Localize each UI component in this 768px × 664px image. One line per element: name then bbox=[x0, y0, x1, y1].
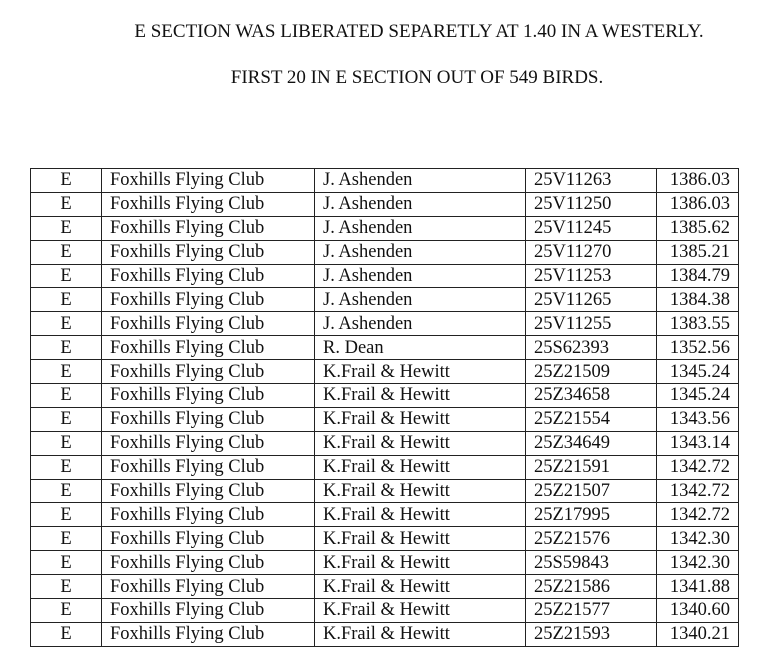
member-cell: K.Frail & Hewitt bbox=[315, 527, 526, 551]
ring-number-cell: 25Z21593 bbox=[526, 622, 657, 646]
table-row bbox=[31, 455, 739, 479]
velocity-cell: 1340.21 bbox=[657, 622, 739, 646]
member-cell: J. Ashenden bbox=[315, 312, 526, 336]
ring-number-cell: 25Z17995 bbox=[526, 503, 657, 527]
ring-number-cell: 25S62393 bbox=[526, 336, 657, 360]
table-row bbox=[31, 360, 739, 384]
member-cell: K.Frail & Hewitt bbox=[315, 503, 526, 527]
ring-number-cell: 25V11255 bbox=[526, 312, 657, 336]
velocity-cell: 1385.21 bbox=[657, 240, 739, 264]
club-cell: Foxhills Flying Club bbox=[102, 264, 315, 288]
section-cell: E bbox=[31, 312, 102, 336]
table-row bbox=[31, 384, 739, 408]
section-cell: E bbox=[31, 455, 102, 479]
club-cell: Foxhills Flying Club bbox=[102, 503, 315, 527]
table-row bbox=[31, 264, 739, 288]
table-row bbox=[31, 622, 739, 646]
member-cell: K.Frail & Hewitt bbox=[315, 455, 526, 479]
velocity-cell: 1341.88 bbox=[657, 575, 739, 599]
member-cell: J. Ashenden bbox=[315, 216, 526, 240]
velocity-cell: 1384.38 bbox=[657, 288, 739, 312]
table-row bbox=[31, 551, 739, 575]
section-cell: E bbox=[31, 479, 102, 503]
table-row bbox=[31, 479, 739, 503]
section-liberation-note: E SECTION WAS LIBERATED SEPARETLY AT 1.40 IN A WESTERLY. bbox=[134, 21, 704, 42]
club-cell: Foxhills Flying Club bbox=[102, 240, 315, 264]
velocity-cell: 1342.72 bbox=[657, 503, 739, 527]
club-cell: Foxhills Flying Club bbox=[102, 599, 315, 623]
club-cell: Foxhills Flying Club bbox=[102, 360, 315, 384]
table-row bbox=[31, 192, 739, 216]
section-cell: E bbox=[31, 431, 102, 455]
velocity-cell: 1386.03 bbox=[657, 169, 739, 193]
member-cell: K.Frail & Hewitt bbox=[315, 360, 526, 384]
velocity-cell: 1352.56 bbox=[657, 336, 739, 360]
section-cell: E bbox=[31, 575, 102, 599]
velocity-cell: 1385.62 bbox=[657, 216, 739, 240]
section-cell: E bbox=[31, 336, 102, 360]
club-cell: Foxhills Flying Club bbox=[102, 622, 315, 646]
member-cell: J. Ashenden bbox=[315, 264, 526, 288]
club-cell: Foxhills Flying Club bbox=[102, 312, 315, 336]
table-row bbox=[31, 216, 739, 240]
club-cell: Foxhills Flying Club bbox=[102, 479, 315, 503]
table-row bbox=[31, 336, 739, 360]
ring-number-cell: 25Z34649 bbox=[526, 431, 657, 455]
velocity-cell: 1345.24 bbox=[657, 384, 739, 408]
member-cell: K.Frail & Hewitt bbox=[315, 479, 526, 503]
club-cell: Foxhills Flying Club bbox=[102, 431, 315, 455]
club-cell: Foxhills Flying Club bbox=[102, 216, 315, 240]
member-cell: K.Frail & Hewitt bbox=[315, 622, 526, 646]
table-row bbox=[31, 240, 739, 264]
ring-number-cell: 25V11245 bbox=[526, 216, 657, 240]
ring-number-cell: 25Z21576 bbox=[526, 527, 657, 551]
ring-number-cell: 25Z21586 bbox=[526, 575, 657, 599]
ring-number-cell: 25Z34658 bbox=[526, 384, 657, 408]
velocity-cell: 1342.30 bbox=[657, 527, 739, 551]
member-cell: J. Ashenden bbox=[315, 192, 526, 216]
velocity-cell: 1342.72 bbox=[657, 479, 739, 503]
velocity-cell: 1384.79 bbox=[657, 264, 739, 288]
ring-number-cell: 25V11265 bbox=[526, 288, 657, 312]
velocity-cell: 1343.14 bbox=[657, 431, 739, 455]
section-cell: E bbox=[31, 264, 102, 288]
section-cell: E bbox=[31, 407, 102, 431]
ring-number-cell: 25S59843 bbox=[526, 551, 657, 575]
member-cell: R. Dean bbox=[315, 336, 526, 360]
ring-number-cell: 25Z21509 bbox=[526, 360, 657, 384]
table-row bbox=[31, 431, 739, 455]
club-cell: Foxhills Flying Club bbox=[102, 527, 315, 551]
section-cell: E bbox=[31, 288, 102, 312]
table-row bbox=[31, 312, 739, 336]
results-table-body bbox=[31, 169, 739, 647]
club-cell: Foxhills Flying Club bbox=[102, 384, 315, 408]
club-cell: Foxhills Flying Club bbox=[102, 551, 315, 575]
club-cell: Foxhills Flying Club bbox=[102, 407, 315, 431]
section-cell: E bbox=[31, 240, 102, 264]
member-cell: K.Frail & Hewitt bbox=[315, 384, 526, 408]
ring-number-cell: 25V11253 bbox=[526, 264, 657, 288]
velocity-cell: 1342.30 bbox=[657, 551, 739, 575]
club-cell: Foxhills Flying Club bbox=[102, 336, 315, 360]
member-cell: J. Ashenden bbox=[315, 288, 526, 312]
ring-number-cell: 25V11263 bbox=[526, 169, 657, 193]
table-row bbox=[31, 599, 739, 623]
velocity-cell: 1343.56 bbox=[657, 407, 739, 431]
section-cell: E bbox=[31, 527, 102, 551]
ring-number-cell: 25Z21577 bbox=[526, 599, 657, 623]
member-cell: K.Frail & Hewitt bbox=[315, 431, 526, 455]
ring-number-cell: 25Z21554 bbox=[526, 407, 657, 431]
ring-number-cell: 25Z21591 bbox=[526, 455, 657, 479]
section-cell: E bbox=[31, 599, 102, 623]
club-cell: Foxhills Flying Club bbox=[102, 575, 315, 599]
table-row bbox=[31, 527, 739, 551]
velocity-cell: 1345.24 bbox=[657, 360, 739, 384]
club-cell: Foxhills Flying Club bbox=[102, 455, 315, 479]
section-cell: E bbox=[31, 360, 102, 384]
section-cell: E bbox=[31, 622, 102, 646]
section-cell: E bbox=[31, 216, 102, 240]
results-subtitle: FIRST 20 IN E SECTION OUT OF 549 BIRDS. bbox=[230, 67, 604, 88]
ring-number-cell: 25V11250 bbox=[526, 192, 657, 216]
club-cell: Foxhills Flying Club bbox=[102, 169, 315, 193]
member-cell: J. Ashenden bbox=[315, 240, 526, 264]
club-cell: Foxhills Flying Club bbox=[102, 288, 315, 312]
velocity-cell: 1386.03 bbox=[657, 192, 739, 216]
ring-number-cell: 25Z21507 bbox=[526, 479, 657, 503]
member-cell: K.Frail & Hewitt bbox=[315, 599, 526, 623]
table-row bbox=[31, 575, 739, 599]
ring-number-cell: 25V11270 bbox=[526, 240, 657, 264]
section-cell: E bbox=[31, 169, 102, 193]
section-cell: E bbox=[31, 551, 102, 575]
section-cell: E bbox=[31, 192, 102, 216]
table-row bbox=[31, 169, 739, 193]
results-table bbox=[30, 168, 739, 647]
velocity-cell: 1342.72 bbox=[657, 455, 739, 479]
member-cell: K.Frail & Hewitt bbox=[315, 575, 526, 599]
table-row bbox=[31, 407, 739, 431]
section-cell: E bbox=[31, 384, 102, 408]
member-cell: J. Ashenden bbox=[315, 169, 526, 193]
table-row bbox=[31, 288, 739, 312]
member-cell: K.Frail & Hewitt bbox=[315, 551, 526, 575]
club-cell: Foxhills Flying Club bbox=[102, 192, 315, 216]
velocity-cell: 1383.55 bbox=[657, 312, 739, 336]
member-cell: K.Frail & Hewitt bbox=[315, 407, 526, 431]
table-row bbox=[31, 503, 739, 527]
section-cell: E bbox=[31, 503, 102, 527]
velocity-cell: 1340.60 bbox=[657, 599, 739, 623]
